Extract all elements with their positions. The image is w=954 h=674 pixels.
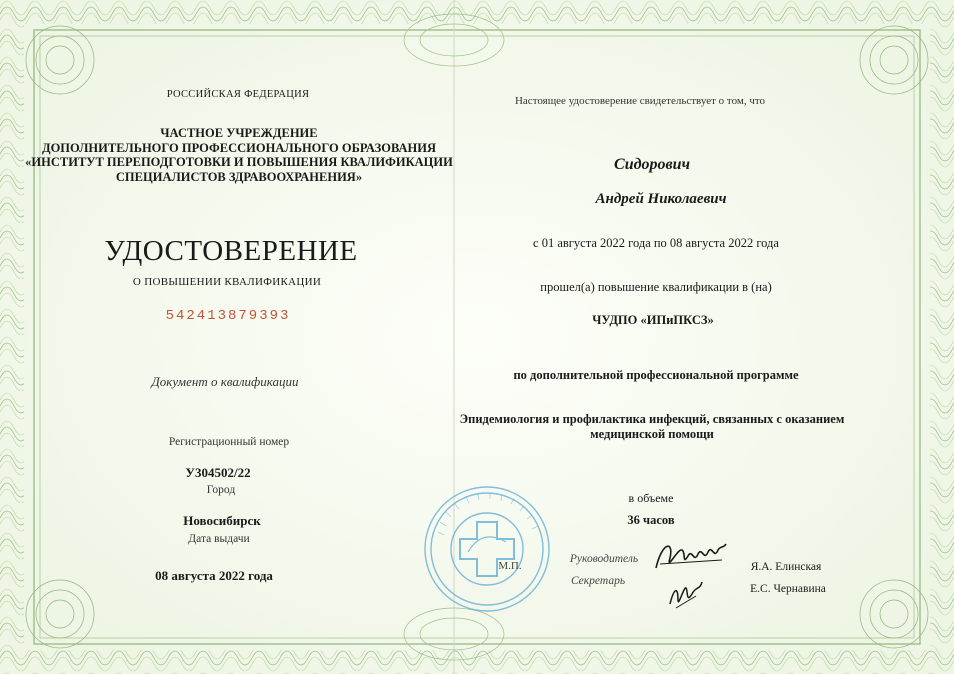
stamp-mark: М.П.	[498, 560, 522, 572]
org-line-3: «ИНСТИТУТ ПЕРЕПОДГОТОВКИ И ПОВЫШЕНИЯ КВАЛИФИКАЦИИ	[25, 155, 453, 169]
secretary-name: Е.С. Чернавина	[750, 583, 826, 595]
registration-number: У304502/22	[185, 465, 251, 480]
document-title: УДОСТОВЕРЕНИЕ	[104, 235, 358, 267]
head-role: Руководитель	[569, 553, 639, 565]
organization-name	[25, 126, 453, 184]
document-subtitle: О ПОВЫШЕНИИ КВАЛИФИКАЦИИ	[132, 276, 322, 288]
org-line-2: ДОПОЛНИТЕЛЬНОГО ПРОФЕССИОНАЛЬНОГО ОБРАЗОВАНИЯ	[41, 140, 437, 155]
issue-date-value: 08 августа 2022 года	[155, 568, 273, 583]
head-name: Я.А. Елинская	[750, 561, 822, 573]
round-stamp-icon	[420, 482, 554, 616]
secretary-role: Секретарь	[570, 575, 626, 587]
secretary-signature-icon	[666, 578, 706, 610]
holder-surname: Сидорович	[614, 156, 690, 173]
passed-text: прошел(а) повышение квалификации в (на)	[540, 280, 772, 294]
registration-label: Регистрационный номер	[168, 436, 290, 448]
issue-date-label: Дата выдачи	[188, 533, 250, 545]
city-value: Новосибирск	[183, 513, 261, 528]
org-line-1: ЧАСТНОЕ УЧРЕЖДЕНИЕ	[160, 126, 318, 140]
volume-value: 36 часов	[627, 513, 675, 527]
serial-number: 542413879393	[165, 308, 291, 324]
city-label: Город	[206, 484, 236, 496]
holder-name: Андрей Николаевич	[595, 191, 727, 207]
document-kind: Документ о квалификации	[151, 374, 299, 389]
institution-short-name: ЧУДПО «ИПиПКСЗ»	[592, 313, 714, 327]
volume-label: в объеме	[628, 491, 674, 505]
org-line-4: СПЕЦИАЛИСТОВ ЗДРАВООХРАНЕНИЯ»	[115, 169, 363, 184]
country-label: РОССИЙСКАЯ ФЕДЕРАЦИЯ	[166, 89, 310, 100]
program-label: по дополнительной профессиональной программе	[513, 368, 799, 382]
program-name: Эпидемиология и профилактика инфекций, связанных с оказанием медицинской помощи	[459, 412, 845, 441]
head-signature-icon	[652, 538, 730, 576]
training-period: с 01 августа 2022 года по 08 августа 2022 года	[533, 236, 779, 250]
intro-text: Настоящее удостоверение свидетельствует о том, что	[514, 95, 766, 107]
